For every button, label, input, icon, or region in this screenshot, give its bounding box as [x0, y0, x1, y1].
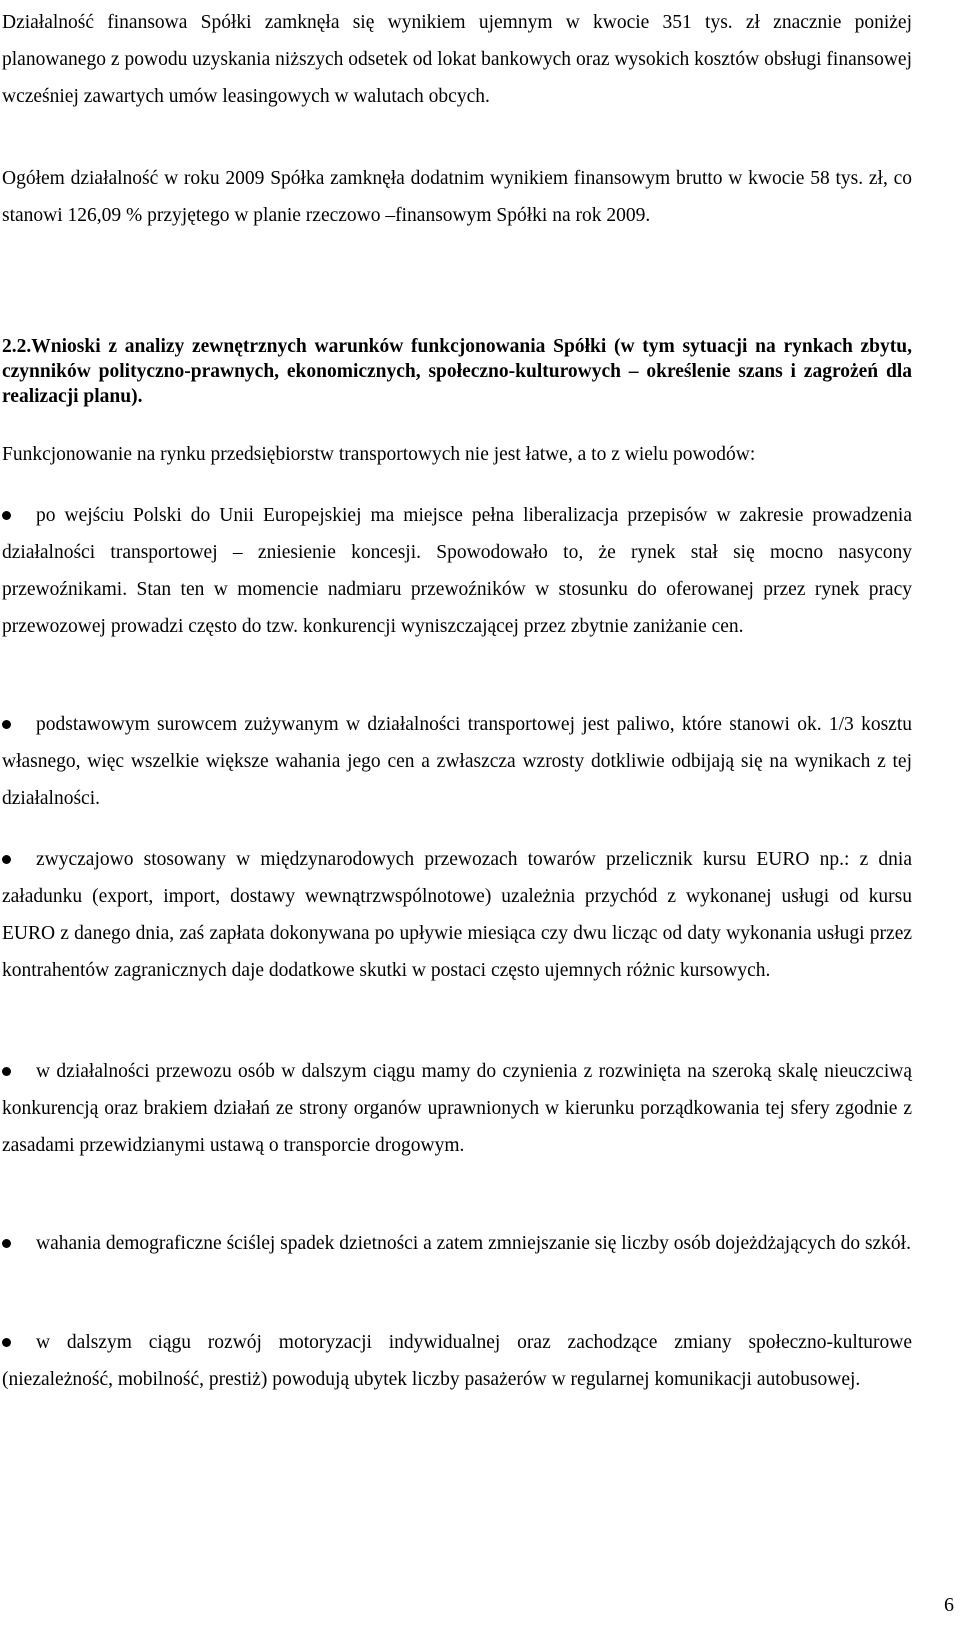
bullet-text: w działalności przewozu osób w dalszym ciągu mamy do czynienia z rozwinięta na szeroką skalę nieuczciwą konkurencją oraz brakiem działań ze strony organów uprawnionych w kierunku porządkowania tej sfery zgodnie z zasadami przewidzianymi ustawą o transporcie drogowym. — [2, 1061, 912, 1156]
bullet-item-unfair-competition — [2, 1053, 912, 1164]
page-number: 6 — [944, 1594, 954, 1616]
bullet-item-euro-rate — [2, 841, 912, 989]
bullet-text: podstawowym surowcem zużywanym w działalności transportowej jest paliwo, które stanowi ok. 1/3 kosztu własnego, więc wszelkie większe wahania jego cen a zwłaszcza wzrosty dotkliwie odbijają się na wynikach z tej działalności. — [2, 714, 912, 809]
bullet-text: zwyczajowo stosowany w międzynarodowych przewozach towarów przelicznik kursu EURO np.: z dnia załadunku (export, import, dostawy wewnątrzwspólnotowe) uzależnia przychód z wykonanej usługi od kursu EURO z danego dnia, zaś zapłata dokonywana po upływie miesiąca czy dwu licząc od daty wykonania usługi przez kontrahentów zagranicznych daje dodatkowe skutki w postaci często ujemnych różnic kursowych. — [2, 849, 912, 981]
bullet-text: wahania demograficzne ściślej spadek dzietności a zatem zmniejszanie się liczby osób dojeżdżających do szkół. — [36, 1233, 911, 1254]
bullet-text: po wejściu Polski do Unii Europejskiej ma miejsce pełna liberalizacja przepisów w zakresie prowadzenia działalności transportowej – zniesienie koncesji. Spowodowało to, że rynek stał się mocno nasycony przewoźnikami. Stan ten w momencie nadmiaru przewoźników w stosunku do oferowanej przez rynek pracy przewozowej prowadzi często do tzw. konkurencji wyniszczającej przez zbytnie zaniżanie cen. — [2, 505, 912, 637]
section-intro: Funkcjonowanie na rynku przedsiębiorstw transportowych nie jest łatwe, a to z wielu powodów: — [2, 444, 756, 465]
bullet-text: w dalszym ciągu rozwój motoryzacji indywidualnej oraz zachodzące zmiany społeczno-kulturowe (niezależność, mobilność, prestiż) powodują ubytek liczby pasażerów w regularnej komunikacji autobusowej. — [2, 1332, 912, 1390]
section-heading: 2.2.Wnioski z analizy zewnętrznych warunków funkcjonowania Spółki (w tym sytuacji na rynkach zbytu, czynników polityczno-prawnych, ekonomicznych, społeczno-kulturowych – określenie szans i zagrożeń dla realizacji planu). — [2, 336, 912, 407]
paragraph-finance-result: Działalność finansowa Spółki zamknęła się wynikiem ujemnym w kwocie 351 tys. zł znacznie poniżej planowanego z powodu uzyskania niższych odsetek od lokat bankowych oraz wysokich kosztów obsługi finansowej wcześniej zawartych umów leasingowych w walutach obcych. — [2, 12, 912, 107]
bullet-item-liberalization — [2, 497, 912, 645]
bullet-item-demographics — [2, 1225, 912, 1262]
bullet-item-motorization — [2, 1324, 912, 1398]
paragraph-total-result: Ogółem działalność w roku 2009 Spółka zamknęła dodatnim wynikiem finansowym brutto w kwocie 58 tys. zł, co stanowi 126,09 % przyjętego w planie rzeczowo –finansowym Spółki na rok 2009. — [2, 168, 912, 226]
bullet-item-fuel — [2, 706, 912, 817]
